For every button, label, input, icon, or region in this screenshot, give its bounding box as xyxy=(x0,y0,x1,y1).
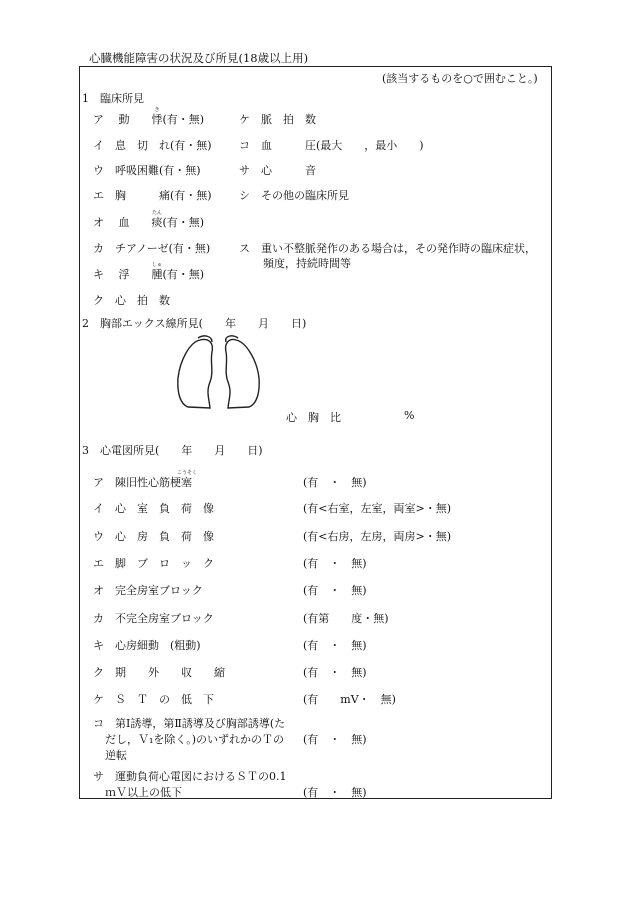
cardiothoracic-ratio-unit: % xyxy=(404,409,415,422)
clinical-item-heart-rate: ク 心 拍 数 xyxy=(93,294,170,307)
section2-heading: 2 胸部エックス線所見( 年 月 日) xyxy=(82,317,307,330)
ecg-option-atrial-fibrillation: (有 ・ 無) xyxy=(303,639,367,652)
ecg-item-complete-av-block: オ 完全房室ブロック xyxy=(93,584,203,597)
instruction-text: (該当するものを○で囲むこと。) xyxy=(382,72,538,85)
clinical-item-heart-sound: サ 心 音 xyxy=(239,164,316,177)
clinical-item-shortness-of-breath: イ 息 切 れ(有・無) xyxy=(93,139,212,152)
form-title: 心臓機能障害の状況及び所見(18歳以上用) xyxy=(89,51,309,65)
chest-xray-lung-outline xyxy=(174,334,264,412)
clinical-item-other-findings: シ その他の臨床所見 xyxy=(239,189,349,202)
ecg-item-bundle-branch-block: エ 脚 ブ ロ ッ ク xyxy=(93,557,214,570)
clinical-item-dyspnea: ウ 呼吸困難(有・無) xyxy=(93,164,201,177)
ecg-option-old-mi: (有 ・ 無) xyxy=(303,476,367,489)
ecg-option-complete-av-block: (有 ・ 無) xyxy=(303,584,367,597)
ecg-item-st-depression: ケ Ｓ Ｔ の 低 下 xyxy=(93,693,214,706)
ecg-item-t-inversion-line2: だし，Ｖ₁を除く。)のいずれかのＴの xyxy=(105,733,284,746)
clinical-item-blood-pressure: コ 血 圧(最大 ，最小 ) xyxy=(239,139,424,152)
clinical-item-pulse-rate: ケ 脈 拍 数 xyxy=(239,113,316,126)
clinical-item-chest-pain: エ 胸 痛(有・無) xyxy=(93,189,212,202)
ecg-option-ventricular-load: (有<右室，左室，両室>・無) xyxy=(303,502,452,515)
ecg-item-incomplete-av-block: カ 不完全房室ブロック xyxy=(93,612,214,625)
ecg-option-bundle-branch-block: (有 ・ 無) xyxy=(303,557,367,570)
ecg-item-exercise-st-line2: ｍＶ以上の低下 xyxy=(105,786,182,799)
ecg-option-t-inversion: (有 ・ 無) xyxy=(303,733,367,746)
section3-heading: 3 心電図所見( 年 月 日) xyxy=(82,444,263,457)
cardiothoracic-ratio-label: 心 胸 比 xyxy=(286,411,341,424)
ecg-item-t-inversion-line3: 逆転 xyxy=(105,749,127,762)
clinical-item-cyanosis: カ チアノーゼ(有・無) xyxy=(93,242,211,255)
clinical-item-palpitation: ア 動 き 悸(有・無) xyxy=(93,107,205,126)
clinical-item-arrhythmia-line2: 頻度，持続時間等 xyxy=(263,257,351,270)
section1-heading: 1 臨床所見 xyxy=(82,92,144,105)
ecg-item-exercise-st: サ 運動負荷心電図におけるＳＴの0.1 xyxy=(93,770,287,783)
ecg-item-extrasystole: ク 期 外 収 縮 xyxy=(93,666,225,679)
clinical-item-arrhythmia: ス 重い不整脈発作のある場合は，その発作時の臨床症状， xyxy=(239,242,536,255)
ecg-item-old-mi: ア こうそく 陳旧性心筋梗塞 xyxy=(93,470,197,489)
ecg-item-atrial-fibrillation: キ 心房細動 (粗動) xyxy=(93,639,201,652)
ecg-option-extrasystole: (有 ・ 無) xyxy=(303,666,367,679)
clinical-item-bloody-sputum: オ 血 たん 痰(有・無) xyxy=(93,210,205,229)
ecg-item-atrial-load: ウ 心 房 負 荷 像 xyxy=(93,530,214,543)
ecg-item-ventricular-load: イ 心 室 負 荷 像 xyxy=(93,502,214,515)
ecg-option-st-depression: (有 mV・ 無) xyxy=(303,693,396,706)
ecg-option-incomplete-av-block: (有第 度・無) xyxy=(303,612,389,625)
clinical-item-edema: キ 浮 しゅ 腫(有・無) xyxy=(93,262,205,281)
ecg-item-t-inversion: コ 第Ⅰ誘導，第Ⅱ誘導及び胸部誘導(た xyxy=(93,717,286,730)
ecg-option-exercise-st: (有 ・ 無) xyxy=(303,786,367,799)
ecg-option-atrial-load: (有<右房，左房，両房>・無) xyxy=(303,530,452,543)
